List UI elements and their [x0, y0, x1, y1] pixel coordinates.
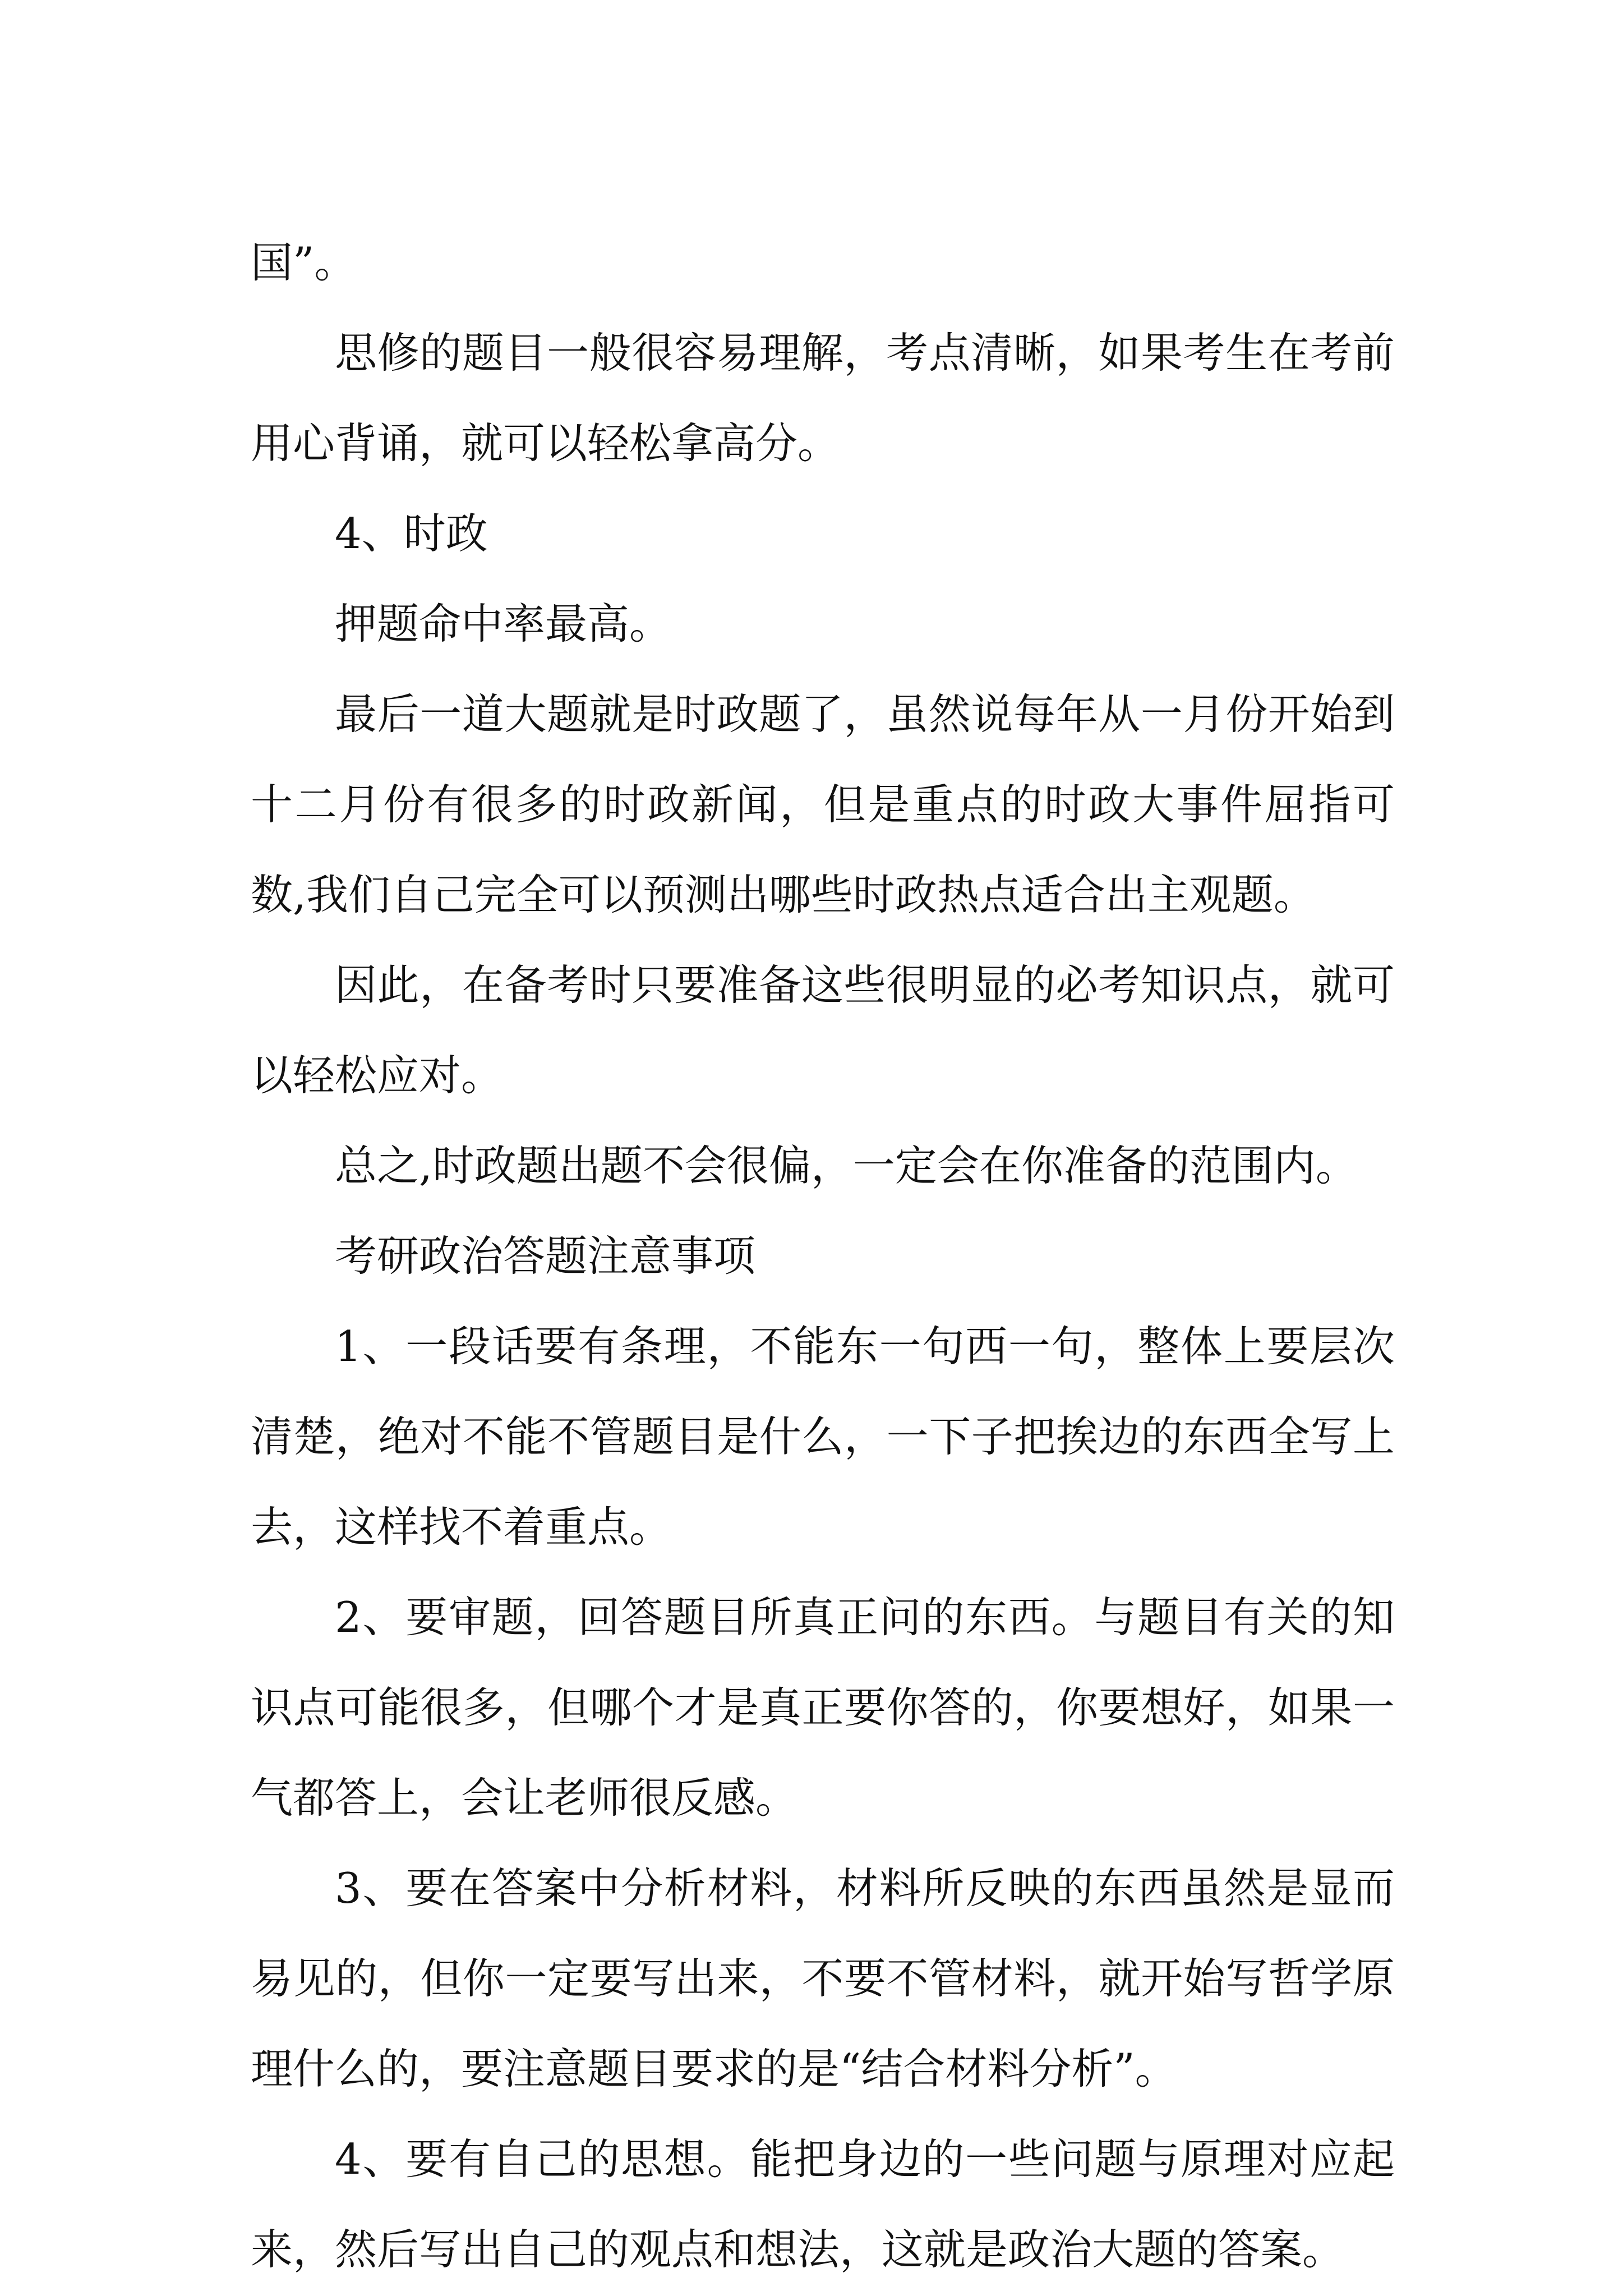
section-heading: 4、时政	[335, 509, 488, 558]
list-item: 4、要有自己的思想。能把身边的一些问题与原理对应起来，然后写出自己的观点和想法，这就是政治大题的答案。	[251, 2134, 1395, 2274]
paragraph: 总之,时政题出题不会很偏，一定会在你准备的范围内。	[335, 1141, 1358, 1190]
paragraph: 最后一道大题就是时政题了，虽然说每年从一月份开始到十二月份有很多的时政新闻，但是重点的时政大事件屈指可数,我们自己完全可以预测出哪些时政热点适合出主观题。	[251, 689, 1395, 919]
section-heading: 考研政治答题注意事项	[335, 1231, 756, 1281]
paragraph: 思修的题目一般很容易理解，考点清晰，如果考生在考前用心背诵，就可以轻松拿高分。	[251, 328, 1395, 468]
paragraph: 押题命中率最高。	[335, 599, 672, 648]
list-item: 3、要在答案中分析材料，材料所反映的东西虽然是显而易见的，但你一定要写出来，不要不管材料，就开始写哲学原理什么的，要注意题目要求的是“结合材料分析”。	[251, 1864, 1395, 2093]
list-item: 2、要审题，回答题目所真正问的东西。与题目有关的知识点可能很多，但哪个才是真正要你答的，你要想好，如果一气都答上，会让老师很反感。	[251, 1593, 1395, 1823]
paragraph: 国”。	[251, 238, 357, 287]
paragraph: 因此，在备考时只要准备这些很明显的必考知识点，就可以轻松应对。	[251, 960, 1395, 1100]
document-body	[251, 218, 1395, 2295]
list-item: 1、一段话要有条理，不能东一句西一句，整体上要层次清楚，绝对不能不管题目是什么，一下子把挨边的东西全写上去，这样找不着重点。	[251, 1322, 1395, 1552]
